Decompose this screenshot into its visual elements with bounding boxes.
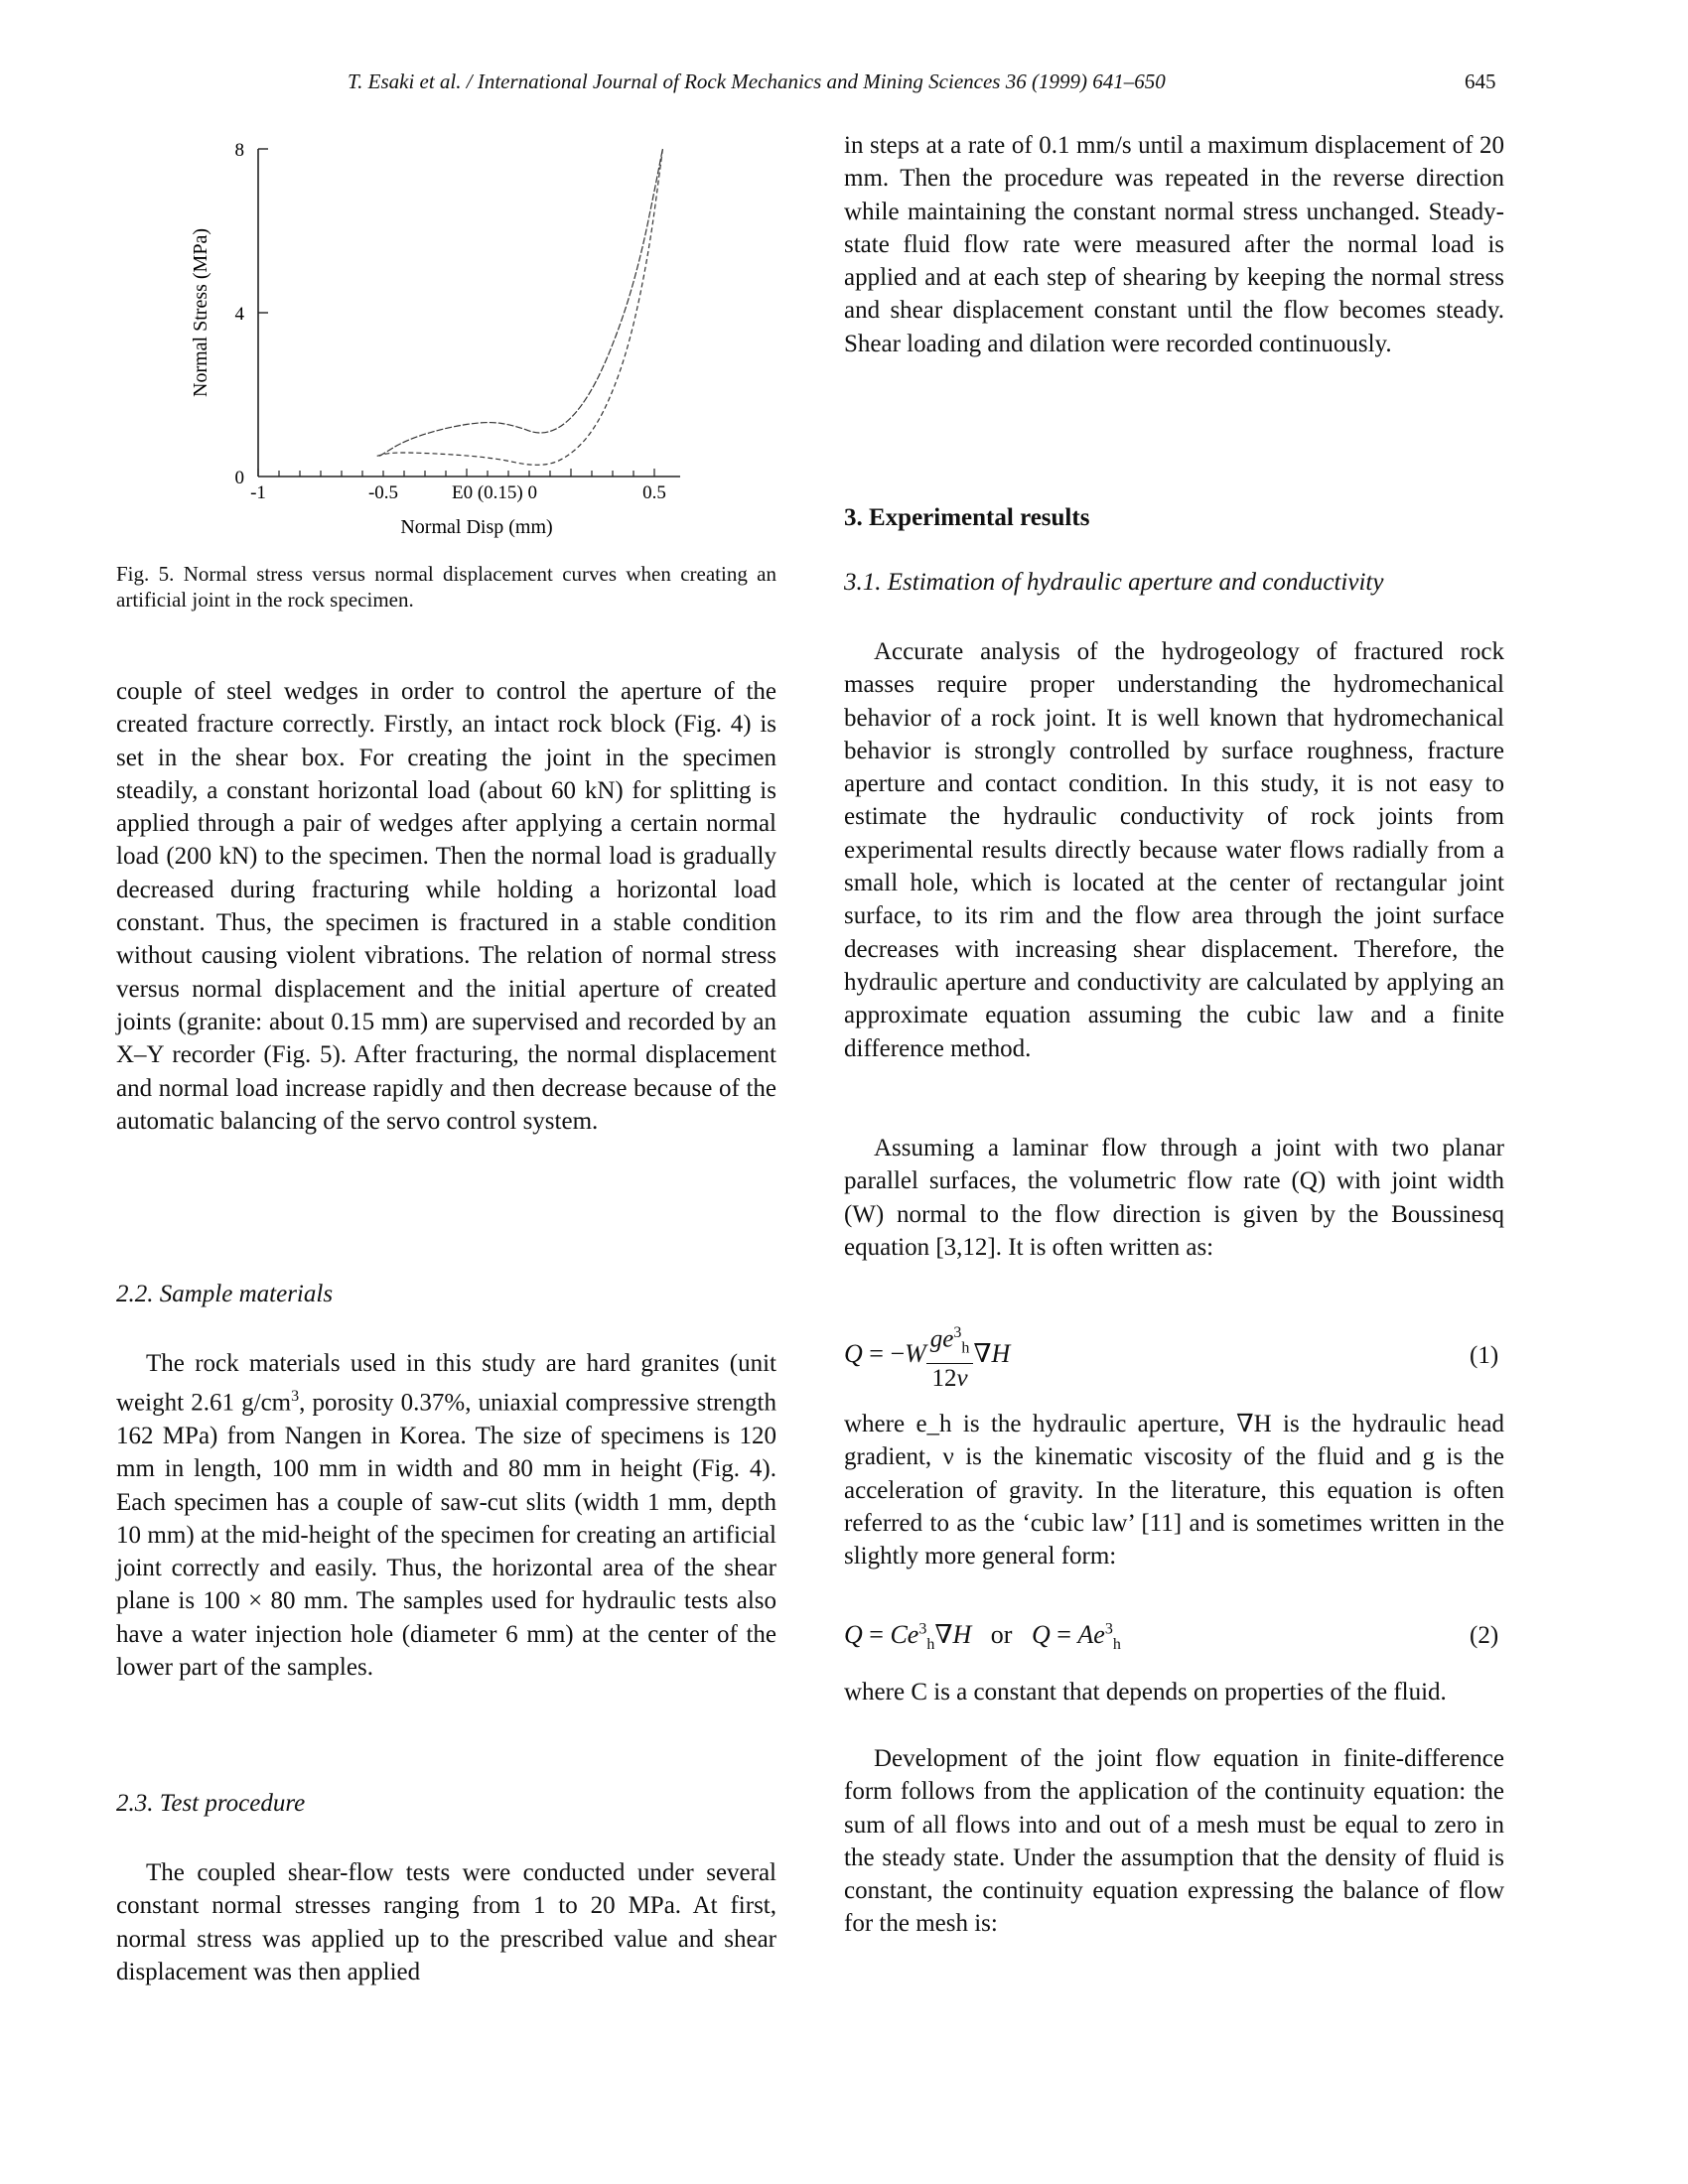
y-tick-label-4: 4 [234, 304, 244, 325]
section-3-1-title: 3.1. Estimation of hydraulic aperture and conductivity [844, 569, 1384, 596]
right-paragraph-5: Development of the joint flow equation in finite-difference form follows from the application of the continuity equation: the sum of all flows into and out of a mesh must be equal to zero in the steady state. Under the assumption that the density of fluid is constant, the continuity equation expressing the balance of flow for the mesh is: [844, 1745, 1504, 1938]
x-axis-label: Normal Disp (mm) [400, 516, 553, 538]
section-2-2-title: 2.2. Sample materials [116, 1281, 334, 1307]
series-line-unloading [377, 149, 663, 465]
figure-caption: Fig. 5. Normal stress versus normal displacement curves when creating an artificial joint in the rock specimen. [116, 562, 776, 612]
y-axis-label: Normal Stress (MPa) [190, 228, 211, 397]
running-header [0, 69, 1688, 101]
right-paragraph-2: Assuming a laminar flow through a joint with two planar parallel surfaces, the volumetric flow rate (Q) with joint width (W) normal to the flow direction is given by the Boussinesq equation [3,12]. It is often written as: [844, 1135, 1504, 1261]
curve-layer [377, 149, 663, 465]
right-paragraph-1: Accurate analysis of the hydrogeology of fractured rock masses require proper understanding the hydromechanical behavior of a rock joint. It is well known that hydromechanical behavior is strongly controlled by surface roughness, fracture aperture and contact condition. In this study, it is not easy to estimate the hydraulic conductivity of rock joints from experimental results directly because water flows radially from a small hole, which is located at the center of rectangular joint surface, to its rim and the flow area through the joint surface decreases with increasing shear displacement. Therefore, the hydraulic aperture and conductivity are calculated by applying an approximate equation assuming the cubic law and a finite difference method. [844, 638, 1504, 1062]
equation-1: Q = −W $\frac{ge^3_h}{12\nu}$ ∇H [844, 1318, 1010, 1394]
series-line-loading [379, 149, 662, 456]
x-tick-label-05: 0.5 [642, 482, 666, 503]
page-number: 645 [1465, 69, 1496, 93]
running-head: T. Esaki et al. / International Journal of Rock Mechanics and Mining Sciences 36 (1999) 641–650 [348, 69, 1166, 93]
left-paragraph-2b: , porosity 0.37%, uniaxial compressive strength 162 MPa) from Nangen in Korea. The size of specimens is 120 mm in length, 100 mm in width and 80 mm in height (Fig. 4). Each specimen has a couple of saw-cut slits (width 1 mm, depth 10 mm) at the mid-height of the specimen for creating an artificial joint correctly and easily. Thus, the horizontal area of the shear plane is 100 × 80 mm. The samples used for hydraulic tests also have a water injection hole (diameter 6 mm) at the center of the lower part of the samples. [116, 1389, 777, 1681]
y-tick-label-0: 0 [234, 468, 244, 488]
y-tick-label-8: 8 [234, 140, 244, 161]
equation-1-number: (1) [1470, 1342, 1499, 1369]
x-tick-label-e0: E0 (0.15) 0 [451, 482, 538, 503]
left-paragraph-2 [116, 1347, 776, 1684]
x-ticks [258, 469, 654, 477]
x-tick-label-m05: -0.5 [367, 482, 399, 503]
section-3-title: 3. Experimental results [844, 504, 1090, 531]
left-paragraph-3: The coupled shear-flow tests were conducted under several constant normal stresses ranging from 1 to 20 MPa. At first, normal stress was applied up to the prescribed value and shear displacement was then applied [116, 1859, 776, 1985]
equation-2-number: (2) [1470, 1622, 1499, 1649]
figure-5-chart [179, 129, 715, 546]
right-paragraph-3: where e_h is the hydraulic aperture, ∇H is the hydraulic head gradient, ν is the kinematic viscosity of the fluid and g is the acceleration of gravity. In the literature, this equation is often referred to as the ‘cubic law’ [11] and is sometimes written in the slightly more general form: [844, 1411, 1504, 1570]
left-paragraph-1: couple of steel wedges in order to control the aperture of the created fracture correctly. Firstly, an intact rock block (Fig. 4) is set in the shear box. For creating the joint in the specimen steadily, a constant horizontal load (about 60 kN) for splitting is applied through a pair of wedges after applying a certain normal load (200 kN) to the specimen. Then the normal load is gradually decreased during fracturing while holding a horizontal load constant. Thus, the specimen is fractured in a stable condition without causing violent vibrations. The relation of normal stress versus normal displacement and the initial aperture of created joints (granite: about 0.15 mm) are supervised and recorded by an X–Y recorder (Fig. 5). After fracturing, the normal displacement and normal load increase rapidly and then decrease because of the automatic balancing of the servo control system. [116, 678, 776, 1135]
x-tick-label-m1: -1 [250, 482, 266, 503]
superscript-3: 3 [291, 1388, 300, 1406]
section-2-3-title: 2.3. Test procedure [116, 1790, 306, 1817]
equation-2: $Q = Ce^3_h\nabla H$ or $Q = Ae^3_h$ [844, 1620, 1121, 1654]
left-paragraph-2a: The rock materials used in this study are hard granites (unit weight 2.61 g/cm [116, 1350, 776, 1417]
right-paragraph-0: in steps at a rate of 0.1 mm/s until a maximum displacement of 20 mm. Then the procedure was repeated in the reverse direction while maintaining the constant normal stress unchanged. Steady-state fluid flow rate were measured after the normal load is applied and at each step of shearing by keeping the normal stress and shear displacement constant until the flow becomes steady. Shear loading and dilation were recorded continuously. [844, 132, 1504, 357]
right-paragraph-4: where C is a constant that depends on properties of the fluid. [844, 1679, 1447, 1706]
